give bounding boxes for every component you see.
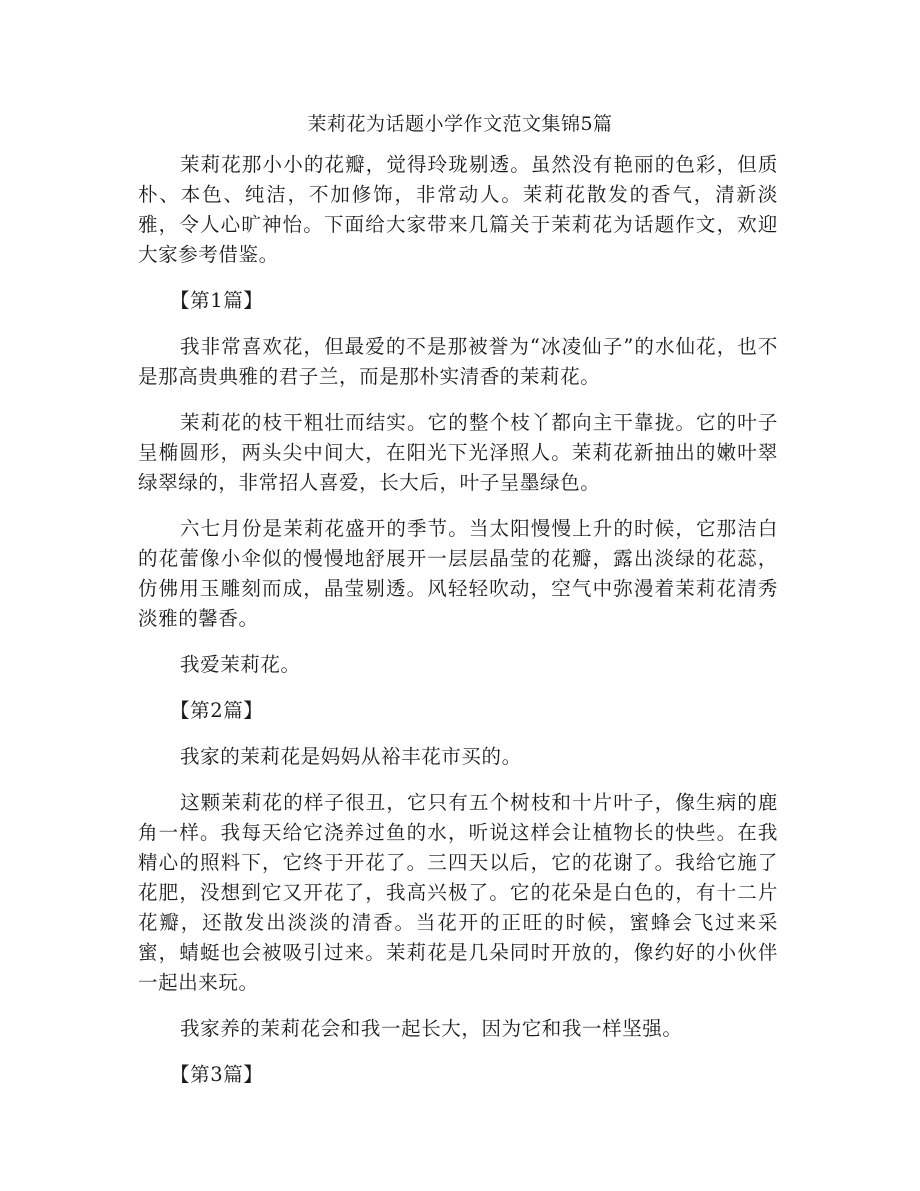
document-title: 茉莉花为话题小学作文范文集锦5篇: [307, 113, 613, 135]
section-1-paragraph-2: 茉莉花的枝干粗壮而结实。它的整个枝丫都向主干靠拢。它的叶子呈椭圆形，两头尖中间大，在阳光下光泽照人。茉莉花新抽出的嫩叶翠绿翠绿的，非常招人喜爱，长大后，叶子呈墨绿色。: [138, 411, 778, 494]
section-3-heading: 【第3篇】: [170, 1063, 264, 1086]
section-1-paragraph-3: 六七月份是茉莉花盛开的季节。当太阳慢慢上升的时候，它那洁白的花蕾像小伞似的慢慢地舒展开一层层晶莹的花瓣，露出淡绿的花蕊，仿佛用玉雕刻而成，晶莹剔透。风轻轻吹动，空气中弥漫着茉莉花清秀淡雅的馨香。: [138, 517, 778, 630]
section-2-heading: 【第2篇】: [170, 699, 264, 722]
section-2-paragraph-3: 我家养的茉莉花会和我一起长大，因为它和我一样坚强。: [180, 1017, 683, 1040]
intro-paragraph: 茉莉花那小小的花瓣，觉得玲珑剔透。虽然没有艳丽的色彩，但质朴、本色、纯洁，不加修饰，非常动人。茉莉花散发的香气，清新淡雅，令人心旷神怡。下面给大家带来几篇关于茉莉花为话题作文，欢迎大家参考借鉴。: [138, 153, 778, 266]
section-1-heading: 【第1篇】: [170, 289, 264, 312]
section-2-paragraph-2: 这颗茉莉花的样子很丑，它只有五个树枝和十片叶子，像生病的鹿角一样。我每天给它浇养过鱼的水，听说这样会让植物长的快些。在我精心的照料下，它终于开花了。三四天以后，它的花谢了。我给它施了花肥，没想到它又开花了，我高兴极了。它的花朵是白色的，有十二片花瓣，还散发出淡淡的清香。当花开的正旺的时候，蜜蜂会飞过来采蜜，蜻蜓也会被吸引过来。茉莉花是几朵同时开放的，像约好的小伙伴一起出来玩。: [138, 791, 778, 994]
section-1-paragraph-1: 我非常喜欢花，但最爱的不是那被誉为“冰凌仙子”的水仙花，也不是那高贵典雅的君子兰，而是那朴实清香的茉莉花。: [138, 335, 778, 388]
document-body: [138, 150, 778, 1106]
section-1-paragraph-4: 我爱茉莉花。: [180, 653, 301, 676]
section-2-paragraph-1: 我家的茉莉花是妈妈从裕丰花市买的。: [180, 745, 522, 768]
